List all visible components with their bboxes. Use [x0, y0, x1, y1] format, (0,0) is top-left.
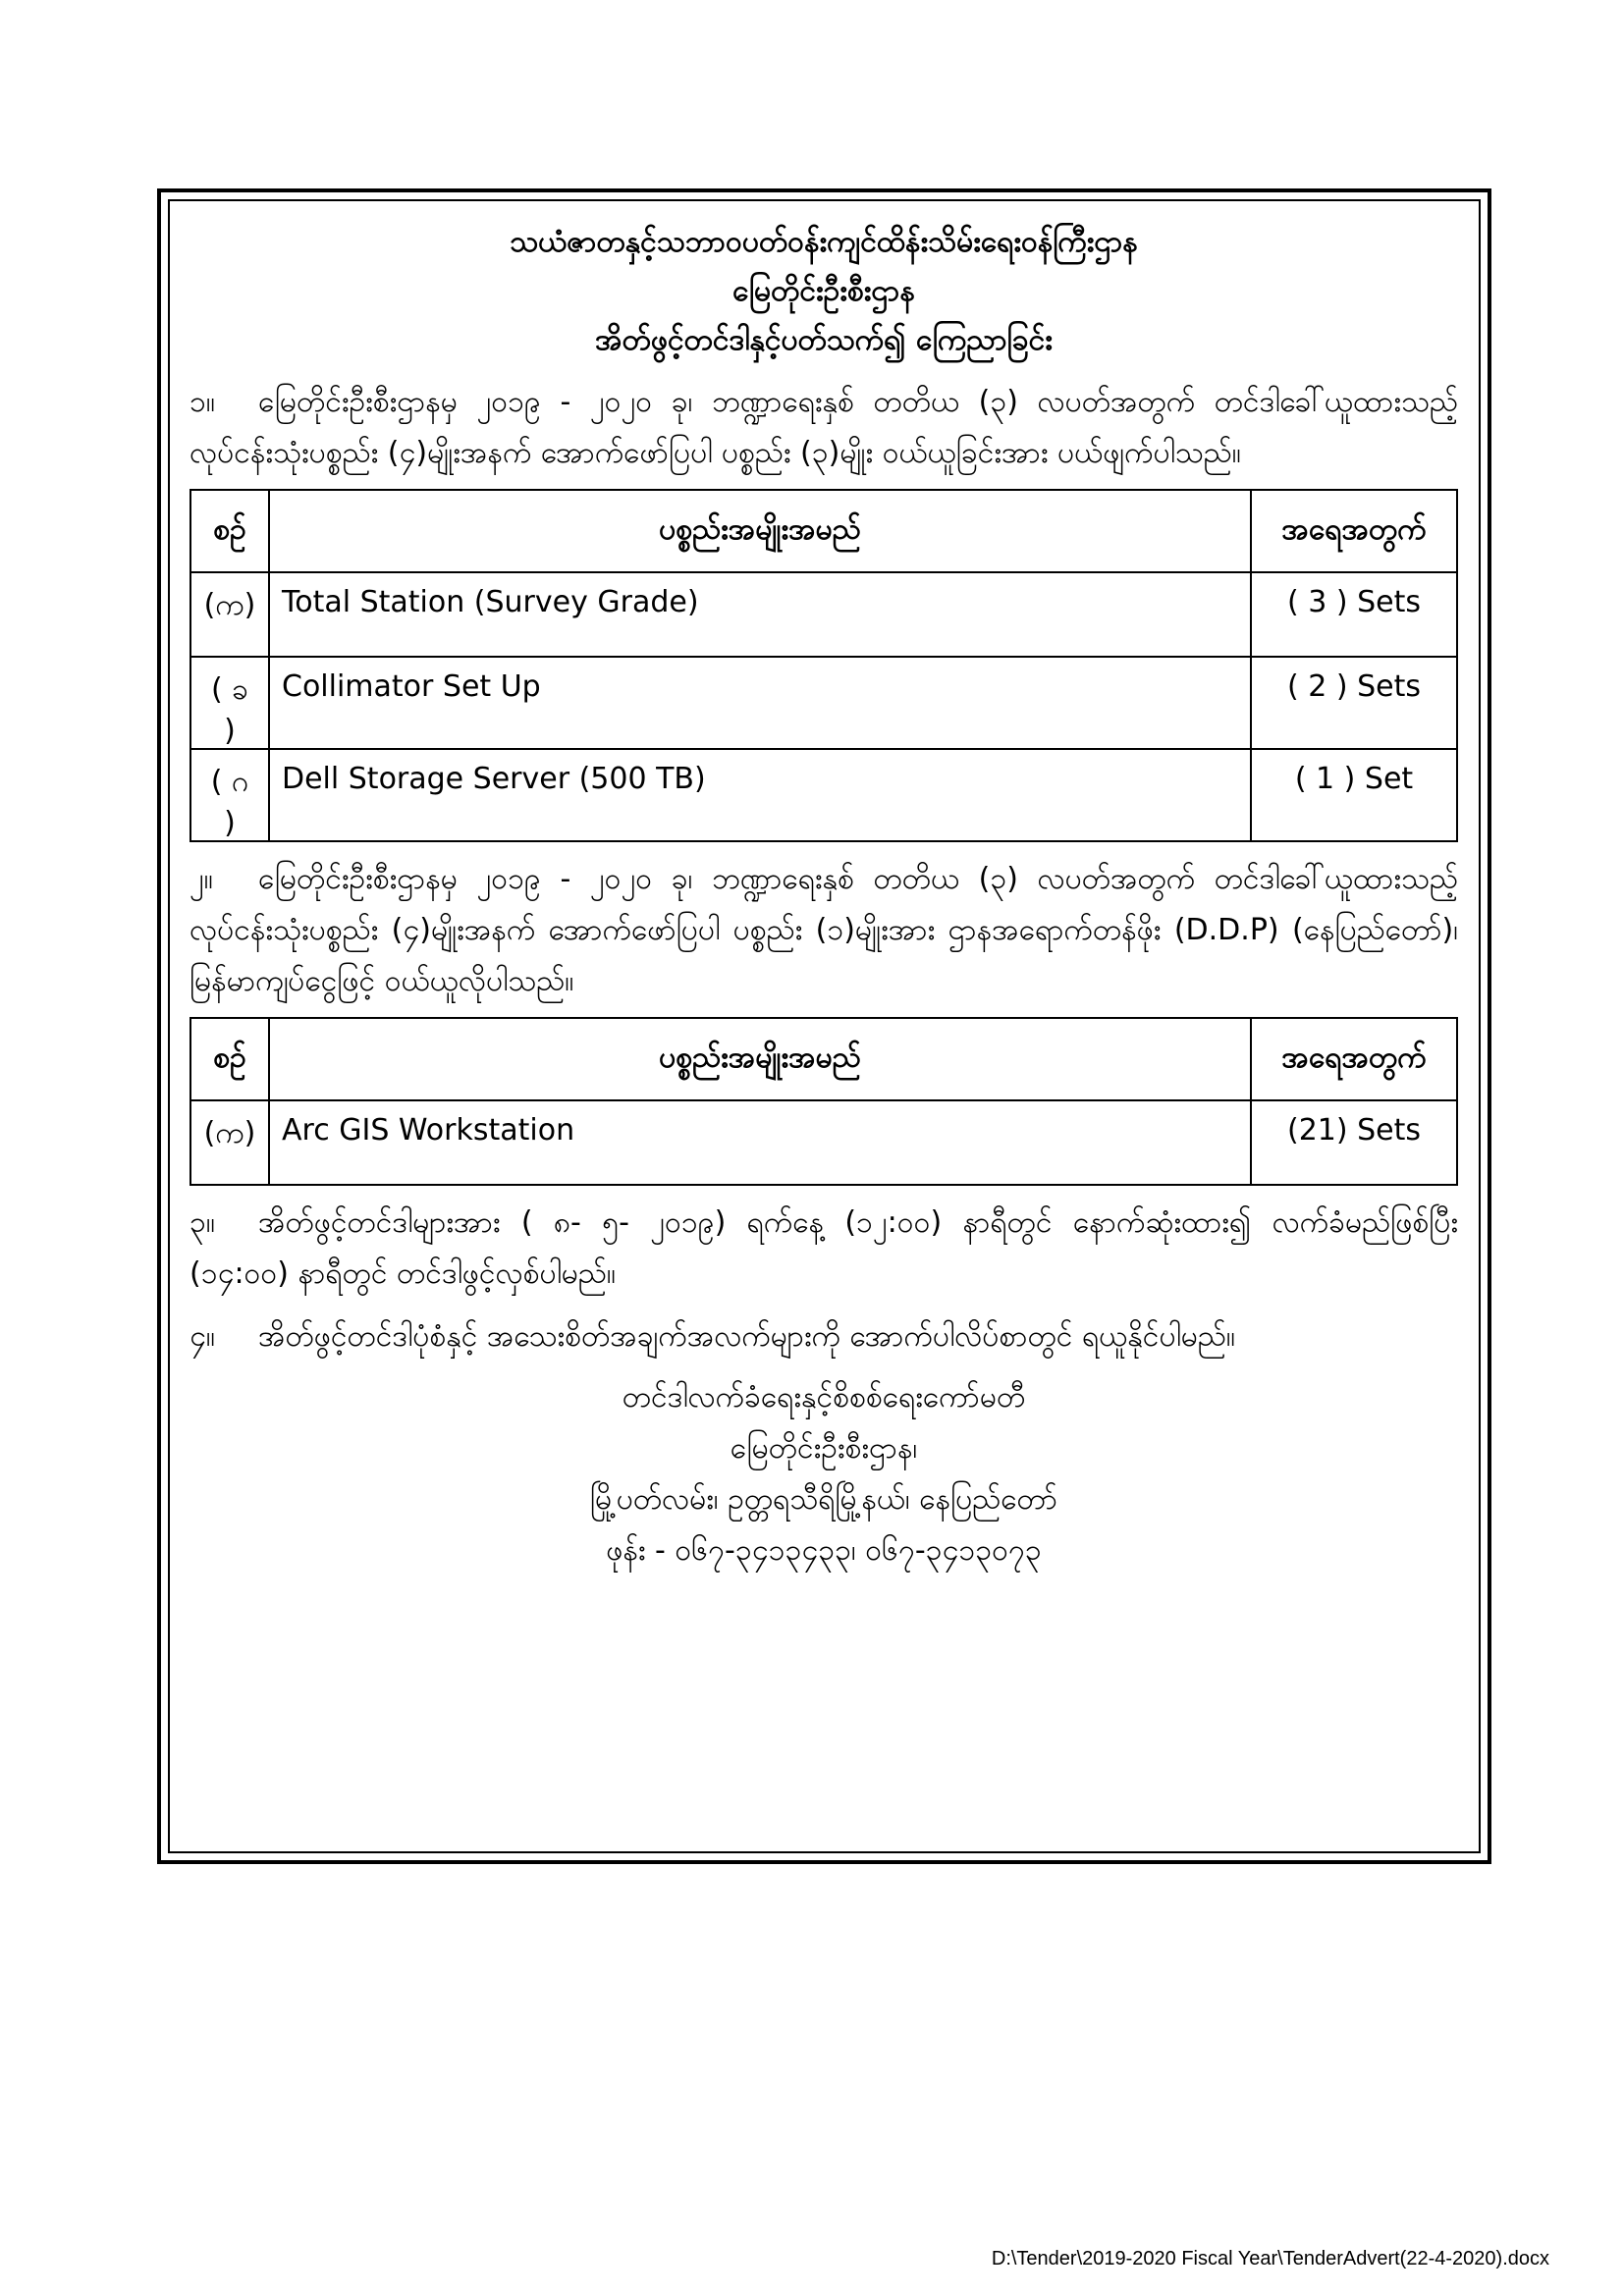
paragraph-1 — [189, 377, 1458, 479]
paragraph-number: ၃။ — [189, 1205, 215, 1240]
paragraph-number: ၄။ — [189, 1319, 215, 1354]
header-item-name: ပစ္စည်းအမျိုးအမည် — [269, 490, 1251, 572]
notice-content — [189, 218, 1458, 1576]
committee-name: တင်ဒါလက်ခံရေးနှင့်စိစစ်ရေးကော်မတီ — [622, 1380, 1026, 1415]
row-quantity: ( 3 ) Sets — [1251, 572, 1457, 657]
row-quantity: (21) Sets — [1251, 1100, 1457, 1185]
paragraph-2 — [189, 854, 1458, 1007]
header-quantity: အရေအတွက် — [1251, 490, 1457, 572]
file-path-footer: D:\Tender\2019-2020 Fiscal Year\TenderAdvert(22-4-2020).docx — [991, 2248, 1549, 2269]
table-header-row — [190, 1018, 1457, 1100]
table-row — [190, 749, 1457, 841]
paragraph-text: မြေတိုင်းဦးစီးဌာနမှ ၂၀၁၉ - ၂၀၂၀ ခု၊ ဘဏ္ဍာရေးနှစ် တတိယ (၃) လပတ်အတွက် တင်ဒါခေါ်ယူထားသည့် လုပ်ငန်းသုံးပစ္စည်း (၄)မျိုးအနက် အောက်ဖော်ပြပါ ပစ္စည်း (၃)မျိုး ဝယ်ယူခြင်းအား ပယ်ဖျက်ပါသည်။ — [189, 385, 1458, 470]
row-serial: (က) — [190, 1100, 269, 1185]
row-quantity: ( 1 ) Set — [1251, 749, 1457, 841]
paragraph-text: အိတ်ဖွင့်တင်ဒါများအား ( ၈- ၅- ၂၀၁၉) ရက်နေ့ (၁၂:၀၀) နာရီတွင် နောက်ဆုံးထား၍ လက်ခံမည်ဖြစ်ပြီး (၁၄:၀၀) နာရီတွင် တင်ဒါဖွင့်လှစ်ပါမည်။ — [189, 1205, 1458, 1291]
row-serial: (က) — [190, 572, 269, 657]
header-serial: စဉ် — [190, 1018, 269, 1100]
row-quantity: ( 2 ) Sets — [1251, 657, 1457, 749]
header-serial: စဉ် — [190, 490, 269, 572]
announcement-title: အိတ်ဖွင့်တင်ဒါနှင့်ပတ်သက်၍ ကြေညာခြင်း — [595, 323, 1053, 357]
header-quantity: အရေအတွက် — [1251, 1018, 1457, 1100]
row-item-name: Arc GIS Workstation — [269, 1100, 1251, 1185]
phone-numbers: ဖုန်း - ၀၆၇-၃၄၁၃၄၃၃၊ ၀၆၇-၃၄၁၃၀၇၃ — [606, 1533, 1042, 1568]
header-item-name: ပစ္စည်းအမျိုးအမည် — [269, 1018, 1251, 1100]
paragraph-3 — [189, 1198, 1458, 1300]
table-row — [190, 1100, 1457, 1185]
paragraph-4 — [189, 1311, 1458, 1362]
paragraph-number: ၁။ — [189, 385, 215, 419]
ministry-title: သယံဇာတနှင့်သဘာဝပတ်ဝန်းကျင်ထိန်းသိမ်းရေးဝန်ကြီးဌာန — [510, 225, 1138, 259]
signature-block — [189, 1372, 1458, 1576]
row-item-name: Collimator Set Up — [269, 657, 1251, 749]
row-serial: ( ဂ ) — [190, 749, 269, 841]
paragraph-text: အိတ်ဖွင့်တင်ဒါပုံစံနှင့် အသေးစိတ်အချက်အလက်များကို အောက်ပါလိပ်စာတွင် ရယူနိုင်ပါမည်။ — [258, 1319, 1235, 1354]
department-name: မြေတိုင်းဦးစီးဌာန၊ — [730, 1431, 918, 1466]
row-item-name: Dell Storage Server (500 TB) — [269, 749, 1251, 841]
paragraph-text: မြေတိုင်းဦးစီးဌာနမှ ၂၀၁၉ - ၂၀၂၀ ခု၊ ဘဏ္ဍာရေးနှစ် တတိယ (၃) လပတ်အတွက် တင်ဒါခေါ်ယူထားသည့် လုပ်ငန်းသုံးပစ္စည်း (၄)မျိုးအနက် အောက်ဖော်ပြပါ ပစ္စည်း (၁)မျိုးအား ဌာနအရောက်တန်ဖိုး (D.D.P) (နေပြည်တော်)၊ မြန်မာကျပ်ငွေဖြင့် ဝယ်ယူလိုပါသည်။ — [189, 862, 1458, 998]
paragraph-number: ၂။ — [189, 862, 213, 896]
purchase-items-table — [189, 1017, 1458, 1186]
row-item-name: Total Station (Survey Grade) — [269, 572, 1251, 657]
table-row — [190, 572, 1457, 657]
table-row — [190, 657, 1457, 749]
department-title: မြေတိုင်းဦးစီးဌာန — [732, 274, 915, 308]
address: မြို့ပတ်လမ်း၊ ဥတ္တရသီရိမြို့နယ်၊ နေပြည်တော် — [589, 1482, 1058, 1517]
table-header-row — [190, 490, 1457, 572]
row-serial: ( ခ ) — [190, 657, 269, 749]
cancelled-items-table — [189, 489, 1458, 842]
